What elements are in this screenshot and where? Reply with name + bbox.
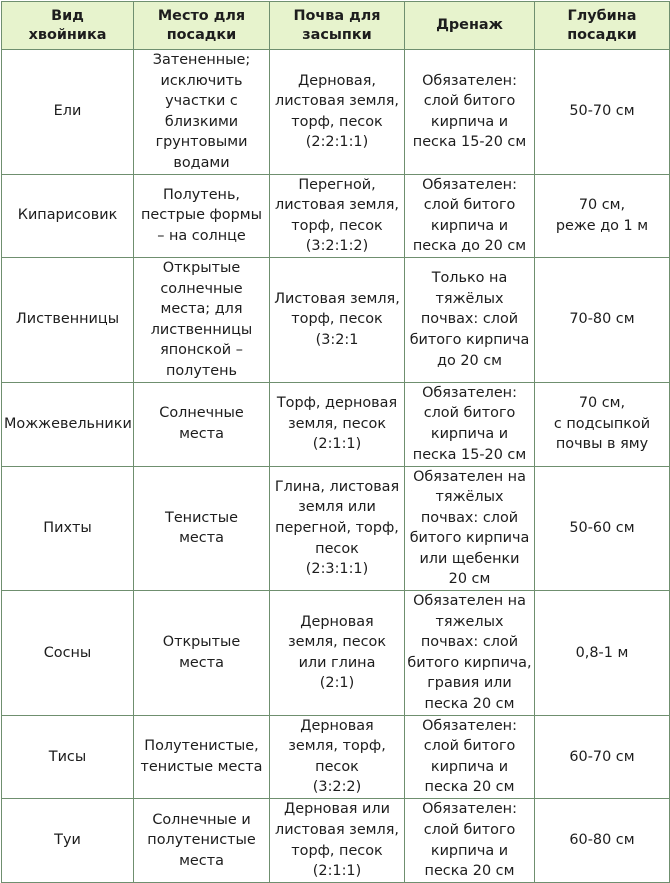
table-row	[2, 50, 670, 175]
depth-cell: 70 см, с подсыпкой почвы в яму	[535, 382, 670, 466]
header-row	[2, 2, 670, 50]
site-cell: Полутенистые, тенистые места	[134, 715, 270, 798]
drainage-cell: Обязателен: слой битого кирпича и песка 20 см	[405, 715, 535, 798]
site-cell: Открытые солнечные места; для лиственницы японской – полутень	[134, 257, 270, 382]
soil-cell: Листовая земля, торф, песок (3:2:1	[270, 257, 405, 382]
species-cell: Можжевельники	[2, 382, 134, 466]
header-planting-depth: Глубина посадки	[535, 2, 670, 50]
depth-cell: 60-80 см	[535, 799, 670, 883]
soil-cell: Дерновая, листовая земля, торф, песок (2:2:1:1)	[270, 50, 405, 175]
depth-cell: 50-60 см	[535, 466, 670, 591]
site-cell: Открытые места	[134, 591, 270, 716]
table-row	[2, 257, 670, 382]
site-cell: Солнечные места	[134, 382, 270, 466]
species-cell: Туи	[2, 799, 134, 883]
table-row	[2, 466, 670, 591]
drainage-cell: Обязателен: слой битого кирпича и песка 20 см	[405, 799, 535, 883]
soil-cell: Перегной, листовая земля, торф, песок (3:2:1:2)	[270, 174, 405, 257]
drainage-cell: Обязателен: слой битого кирпича и песка 15-20 см	[405, 50, 535, 175]
header-species: Вид хвойника	[2, 2, 134, 50]
drainage-cell: Обязателен: слой битого кирпича и песка 15-20 см	[405, 382, 535, 466]
drainage-cell: Обязателен: слой битого кирпича и песка до 20 см	[405, 174, 535, 257]
header-planting-site: Место для посадки	[134, 2, 270, 50]
table-header	[2, 2, 670, 50]
site-cell: Солнечные и полутенистые места	[134, 799, 270, 883]
depth-cell: 70 см, реже до 1 м	[535, 174, 670, 257]
conifer-planting-table	[1, 1, 670, 883]
table-row	[2, 715, 670, 798]
species-cell: Тисы	[2, 715, 134, 798]
soil-cell: Торф, дерновая земля, песок (2:1:1)	[270, 382, 405, 466]
depth-cell: 70-80 см	[535, 257, 670, 382]
species-cell: Сосны	[2, 591, 134, 716]
drainage-cell: Обязателен на тяжелых почвах: слой битого кирпича, гравия или песка 20 см	[405, 591, 535, 716]
header-fill-soil: Почва для засыпки	[270, 2, 405, 50]
soil-cell: Дерновая земля, песок или глина (2:1)	[270, 591, 405, 716]
table-row	[2, 174, 670, 257]
species-cell: Кипарисовик	[2, 174, 134, 257]
header-drainage: Дренаж	[405, 2, 535, 50]
soil-cell: Глина, листовая земля или перегной, торф, песок (2:3:1:1)	[270, 466, 405, 591]
species-cell: Ели	[2, 50, 134, 175]
soil-cell: Дерновая земля, торф, песок (3:2:2)	[270, 715, 405, 798]
depth-cell: 50-70 см	[535, 50, 670, 175]
depth-cell: 0,8-1 м	[535, 591, 670, 716]
species-cell: Лиственницы	[2, 257, 134, 382]
table-row	[2, 382, 670, 466]
drainage-cell: Обязателен на тяжёлых почвах: слой битого кирпича или щебенки 20 см	[405, 466, 535, 591]
table-body	[2, 50, 670, 883]
site-cell: Полутень, пестрые формы – на солнце	[134, 174, 270, 257]
depth-cell: 60-70 см	[535, 715, 670, 798]
site-cell: Затененные; исключить участки с близкими грунтовыми водами	[134, 50, 270, 175]
drainage-cell: Только на тяжёлых почвах: слой битого кирпича до 20 см	[405, 257, 535, 382]
table-row	[2, 591, 670, 716]
table-row	[2, 799, 670, 883]
species-cell: Пихты	[2, 466, 134, 591]
soil-cell: Дерновая или листовая земля, торф, песок (2:1:1)	[270, 799, 405, 883]
site-cell: Тенистые места	[134, 466, 270, 591]
